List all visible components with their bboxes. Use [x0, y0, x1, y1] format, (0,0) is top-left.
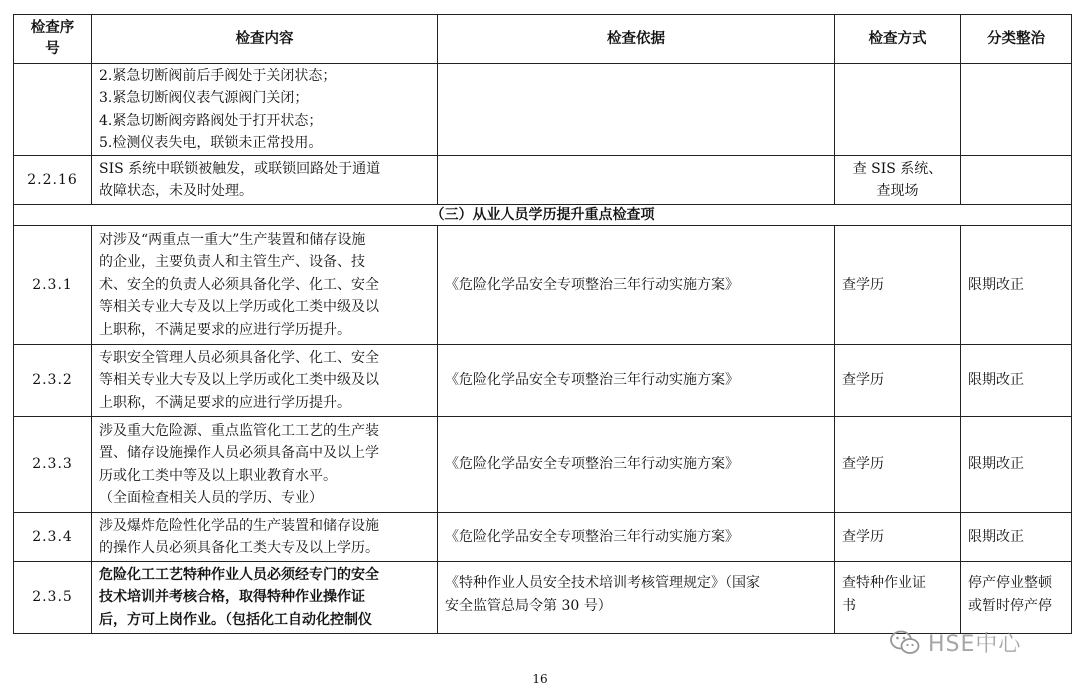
check-content-cell [92, 64, 438, 156]
classification-cell [961, 156, 1072, 205]
method-line: 查现场 [876, 183, 919, 199]
classification-cell [961, 64, 1072, 156]
table-row [14, 345, 1072, 417]
basis-line: 《危险化学品安全专项整治三年行动实施方案》 [445, 456, 739, 473]
content-line: （全面检查相关人员的学历、专业） [99, 490, 323, 506]
content-line: 上职称，不满足要求的应进行学历提升。 [99, 321, 351, 338]
check-basis-cell [438, 226, 835, 345]
content-line: 术、安全的负责人必须具备化学、化工、安全 [99, 276, 379, 293]
table-row [14, 513, 1072, 562]
check-method-cell [835, 226, 961, 345]
content-line: 涉及重大危险源、重点监管化工工艺的生产装 [99, 422, 379, 439]
classification-cell [961, 345, 1072, 417]
check-method-cell [835, 156, 961, 205]
content-line: 的操作人员必须具备化工类大专及以上学历。 [99, 540, 379, 556]
check-basis-cell [438, 156, 835, 205]
content-line: 等相关专业大专及以上学历或化工类中级及以 [99, 372, 379, 389]
table-header-row [14, 15, 1072, 64]
content-line: 3.紧急切断阀仪表气源阀门关闭； [99, 90, 309, 106]
class-line: 限期改正 [968, 372, 1024, 389]
watermark-text: HSE中心 [928, 632, 1022, 657]
content-line: 的企业，主要负责人和主管生产、设备、技 [99, 254, 365, 271]
basis-line: 《危险化学品安全专项整治三年行动实施方案》 [445, 276, 739, 293]
check-no-cell: 2.3.4 [14, 513, 92, 562]
content-line: 4.紧急切断阀旁路阀处于打开状态； [99, 112, 323, 129]
method-line: 书 [842, 597, 856, 614]
classification-cell [961, 417, 1072, 513]
page-number: 16 [532, 672, 548, 686]
method-line: 查学历 [842, 276, 884, 293]
check-no-cell: 2.3.5 [14, 562, 92, 634]
content-line: 5.检测仪表失电，联锁未正常投用。 [99, 135, 323, 151]
basis-line: 《危险化学品安全专项整治三年行动实施方案》 [445, 372, 739, 389]
header-check-no: 检查序号 [14, 15, 92, 64]
check-content-cell [92, 513, 438, 562]
content-line: 专职安全管理人员必须具备化学、化工、安全 [99, 349, 379, 366]
content-line: 涉及爆炸危险性化学品的生产装置和储存设施 [99, 517, 379, 534]
section-title: （三）从业人员学历提升重点检查项 [14, 205, 1072, 226]
method-line: 查学历 [842, 372, 884, 389]
inspection-table [13, 14, 1072, 634]
check-content-cell [92, 345, 438, 417]
classification-cell [961, 562, 1072, 634]
check-no-cell: 2.3.1 [14, 226, 92, 345]
check-no-cell [14, 64, 92, 156]
check-basis-cell [438, 562, 835, 634]
class-line: 限期改正 [968, 456, 1024, 473]
basis-line: 《危险化学品安全专项整治三年行动实施方案》 [445, 528, 739, 545]
check-basis-cell [438, 513, 835, 562]
basis-line: 安全监管总局令第 30 号） [445, 597, 612, 614]
content-line: 对涉及“两重点一重大”生产装置和储存设施 [99, 231, 366, 248]
class-line: 或暂时停产停 [968, 597, 1052, 614]
content-line: 危险化工工艺特种作业人员必须经专门的安全 [99, 566, 379, 583]
check-content-cell [92, 156, 438, 205]
method-line: 查学历 [842, 528, 884, 545]
method-line: 查 SIS 系统、 [852, 160, 943, 177]
method-line: 查学历 [842, 456, 884, 473]
check-method-cell [835, 513, 961, 562]
classification-cell [961, 513, 1072, 562]
header-classification: 分类整治 [961, 15, 1072, 64]
check-content-cell [92, 417, 438, 513]
content-line: 后，方可上岗作业。（包括化工自动化控制仪 [99, 611, 372, 628]
check-no-cell: 2.3.3 [14, 417, 92, 513]
watermark [890, 627, 1021, 658]
section-heading-row [14, 205, 1072, 226]
class-line: 限期改正 [968, 276, 1024, 293]
check-content-cell [92, 226, 438, 345]
check-content-cell [92, 562, 438, 634]
check-method-cell [835, 345, 961, 417]
content-line: SIS 系统中联锁被触发，或联锁回路处于通道 [99, 160, 381, 177]
table-row [14, 417, 1072, 513]
class-line: 限期改正 [968, 528, 1024, 545]
content-line: 上职称，不满足要求的应进行学历提升。 [99, 394, 351, 411]
content-line: 故障状态，未及时处理。 [99, 183, 253, 199]
table-row [14, 156, 1072, 205]
basis-line: 《特种作业人员安全技术培训考核管理规定》（国家 [445, 575, 760, 591]
method-line: 查特种作业证 [842, 575, 926, 591]
table-row [14, 64, 1072, 156]
content-line: 历或化工类中等及以上职业教育水平。 [99, 467, 337, 484]
check-basis-cell [438, 64, 835, 156]
check-no-cell: 2.2.16 [14, 156, 92, 205]
content-line: 技术培训并考核合格，取得特种作业操作证 [99, 589, 365, 606]
class-line: 停产停业整顿 [968, 575, 1052, 591]
wechat-icon [890, 630, 920, 656]
header-check-method: 检查方式 [835, 15, 961, 64]
header-check-basis: 检查依据 [438, 15, 835, 64]
table-row [14, 226, 1072, 345]
table-row [14, 562, 1072, 634]
check-basis-cell [438, 417, 835, 513]
check-method-cell [835, 562, 961, 634]
check-method-cell [835, 417, 961, 513]
check-basis-cell [438, 345, 835, 417]
content-line: 置、储存设施操作人员必须具备高中及以上学 [99, 445, 379, 461]
check-no-cell: 2.3.2 [14, 345, 92, 417]
classification-cell [961, 226, 1072, 345]
content-line: 等相关专业大专及以上学历或化工类中级及以 [99, 299, 379, 316]
header-check-content: 检查内容 [92, 15, 438, 64]
content-line: 2.紧急切断阀前后手阀处于关闭状态； [99, 67, 337, 84]
check-method-cell [835, 64, 961, 156]
